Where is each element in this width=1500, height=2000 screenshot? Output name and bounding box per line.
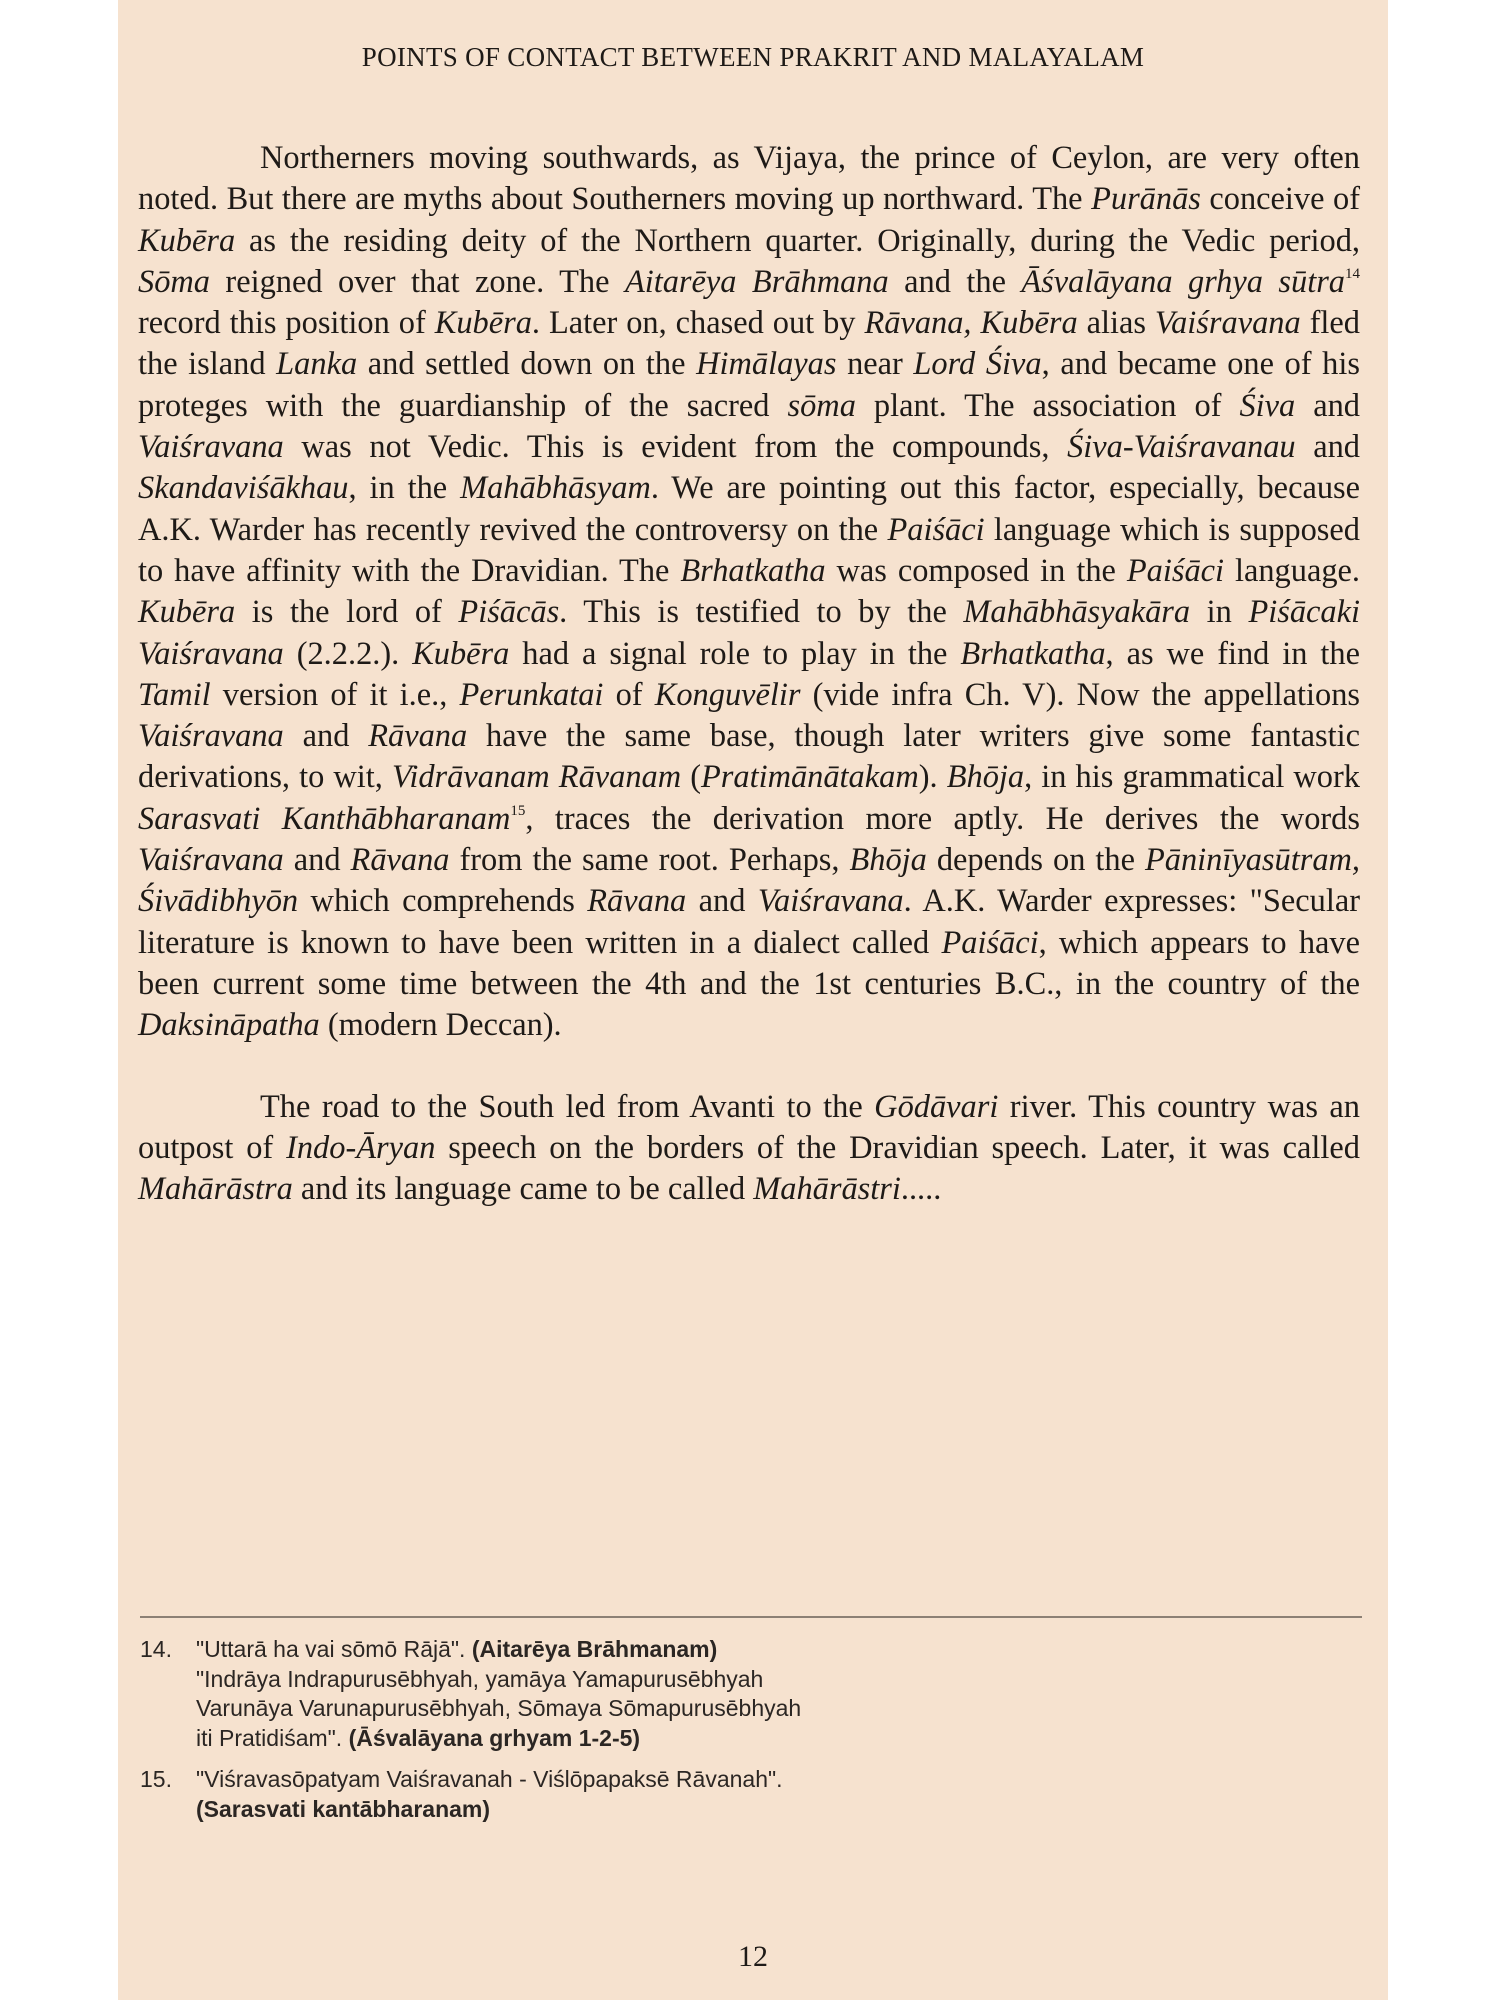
footnote-14: 14. "Uttarā ha vai sōmō Rājā". (Aitarēya Brāhmanam) "Indrāya Indrapurusēbhyah, yamāya Yamapurusēbhyah Varunāya Varunapurusēbhyah, Sōmaya Sōmapurusēbhyah iti Pratidiśam". (Āśvalāyana grhyam 1-2-5) <box>140 1635 1362 1753</box>
footnote-divider <box>140 1616 1362 1618</box>
footnote-15: 15. "Viśravasōpatyam Vaiśravanah - Viślōpapaksē Rāvanah". (Sarasvati kantābharanam) <box>140 1765 1362 1824</box>
footnote-number: 15. <box>140 1766 172 1792</box>
body-text <box>138 138 1360 1210</box>
footnote-ref-15: 15 <box>510 802 526 819</box>
footnote-ref-14: 14 <box>1345 265 1360 282</box>
book-page <box>118 0 1388 2000</box>
footnotes <box>140 1635 1362 1824</box>
footnote-number: 14. <box>140 1636 172 1662</box>
running-head: POINTS OF CONTACT BETWEEN PRAKRIT AND MALAYALAM <box>361 42 1145 72</box>
paragraph-1: Northerners moving southwards, as Vijaya, the prince of Ceylon, are very often noted. But there are myths about Southerners moving up northward. The Purānās conceive of Kubēra as the residing deity of the Northern quarter. Originally, during the Vedic period, Sōma reigned over that zone. The Aitarēya Brāhmana and the Āśvalāyana grhya sūtra$^{14}$ record this position of Kubēra. Later on, chased out by Rāvana, Kubēra alias Vaiśravana fled the island Lanka and settled down on the Himālayas near Lord Śiva, and became one of his proteges with the guardianship of the sacred sōma plant. The association of Śiva and Vaiśravana was not Vedic. This is evident from the compounds, Śiva-Vaiśravanau and Skandaviśākhau, in the Mahābhāsyam. We are pointing out this factor, especially, because A.K. Warder has recently revived the controversy on the Paiśāci language which is supposed to have affinity with the Dravidian. The Brhatkatha was composed in the Paiśāci language. Kubēra is the lord of Piśācās. This is testified to by the Mahābhāsyakāra in Piśācaki Vaiśravana (2.2.2.). Kubēra had a signal role to play in the Brhatkatha, as we find in the Tamil version of it i.e., Perunkatai of Konguvēlir (vide infra Ch. V). Now the appellations Vaiśravana and Rāvana have the same base, though later writers give some fantastic derivations, to wit, Vidrāvanam Rāvanam (Pratimānātakam). Bhōja, in his grammatical work Sarasvati Kanthābharanam$^{15}$, traces the derivation more aptly. He derives the words Vaiśravana and Rāvana from the same root. Perhaps, Bhōja depends on the Pāninīyasūtram, Śivādibhyōn which comprehends Rāvana and Vaiśravana. A.K. Warder expresses: "Secular literature is known to have been written in a dialect called Paiśāci, which appears to have been current some time between the 4th and the 1st centuries B.C., in the country of the Daksināpatha (modern Deccan). <box>138 140 1361 1044</box>
page-number: 12 <box>738 1940 768 1973</box>
paragraph-2: The road to the South led from Avanti to the Gōdāvari river. This country was an outpost of Indo-Āryan speech on the borders of the Dravidian speech. Later, it was called Mahārāstra and its language came to be called Mahārāstri..... <box>138 1088 1360 1208</box>
